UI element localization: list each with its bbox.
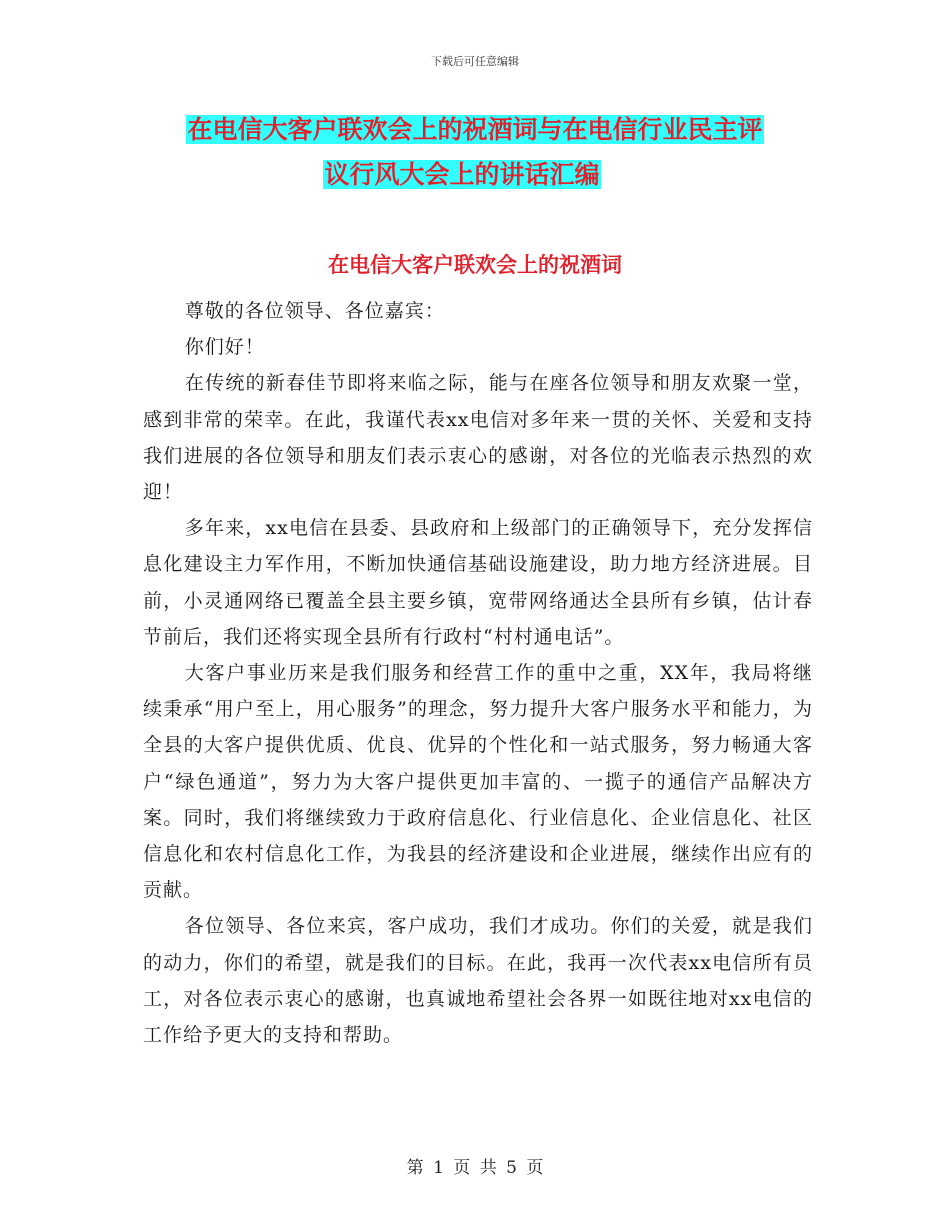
section-title: 在电信大客户联欢会上的祝酒词 — [328, 253, 622, 277]
document-title-line-2 — [0, 158, 937, 192]
body-paragraph: 在传统的新春佳节即将来临之际，能与在座各位领导和朋友欢聚一堂，感到非常的荣幸。在此，我谨代表xx电信对多年来一贯的关怀、关爱和支持我们进展的各位领导和朋友们表示衷心的感谢，对各位的光临表示热烈的欢迎！ — [143, 372, 813, 504]
body-paragraph: 各位领导、各位来宾，客户成功，我们才成功。你们的关爱，就是我们的动力，你们的希望，就是我们的目标。在此，我再一次代表xx电信所有员工，对各位表示衷心的感谢，也真诚地希望社会各界一如既往地对xx电信的工作给予更大的支持和帮助。 — [143, 915, 813, 1047]
body-paragraph: 多年来，xx电信在县委、县政府和上级部门的正确领导下，充分发挥信息化建设主力军作用，不断加快通信基础设施建设，助力地方经济进展。目前，小灵通网络已覆盖全县主要乡镇，宽带网络通达全县所有乡镇，估计春节前后，我们还将实现全县所有行政村“村村通电话”。 — [143, 517, 813, 648]
document-body — [143, 293, 813, 1053]
document-title-text-2: 议行风大会上的讲话汇编 — [324, 160, 600, 189]
document-title-text-1: 在电信大客户联欢会上的祝酒词与在电信行业民主评 — [187, 115, 763, 144]
page-footer: 第 1 页 共 5 页 — [406, 1158, 544, 1178]
header-note: 下载后可任意编辑 — [431, 55, 519, 68]
salutation: 尊敬的各位领导、各位嘉宾： — [184, 300, 445, 322]
body-paragraph: 大客户事业历来是我们服务和经营工作的重中之重，XX年，我局将继续秉承“用户至上，用心服务”的理念，努力提升大客户服务水平和能力，为全县的大客户提供优质、优良、优异的个性化和一站式服务，努力畅通大客户“绿色通道”，努力为大客户提供更加丰富的、一揽子的通信产品解决方案。同时，我们将继续致力于政府信息化、行业信息化、企业信息化、社区信息化和农村信息化工作，为我县的经济建设和企业进展，继续作出应有的贡献。 — [143, 662, 813, 902]
greeting: 你们好！ — [184, 336, 265, 359]
document-title-line-1 — [0, 113, 950, 147]
